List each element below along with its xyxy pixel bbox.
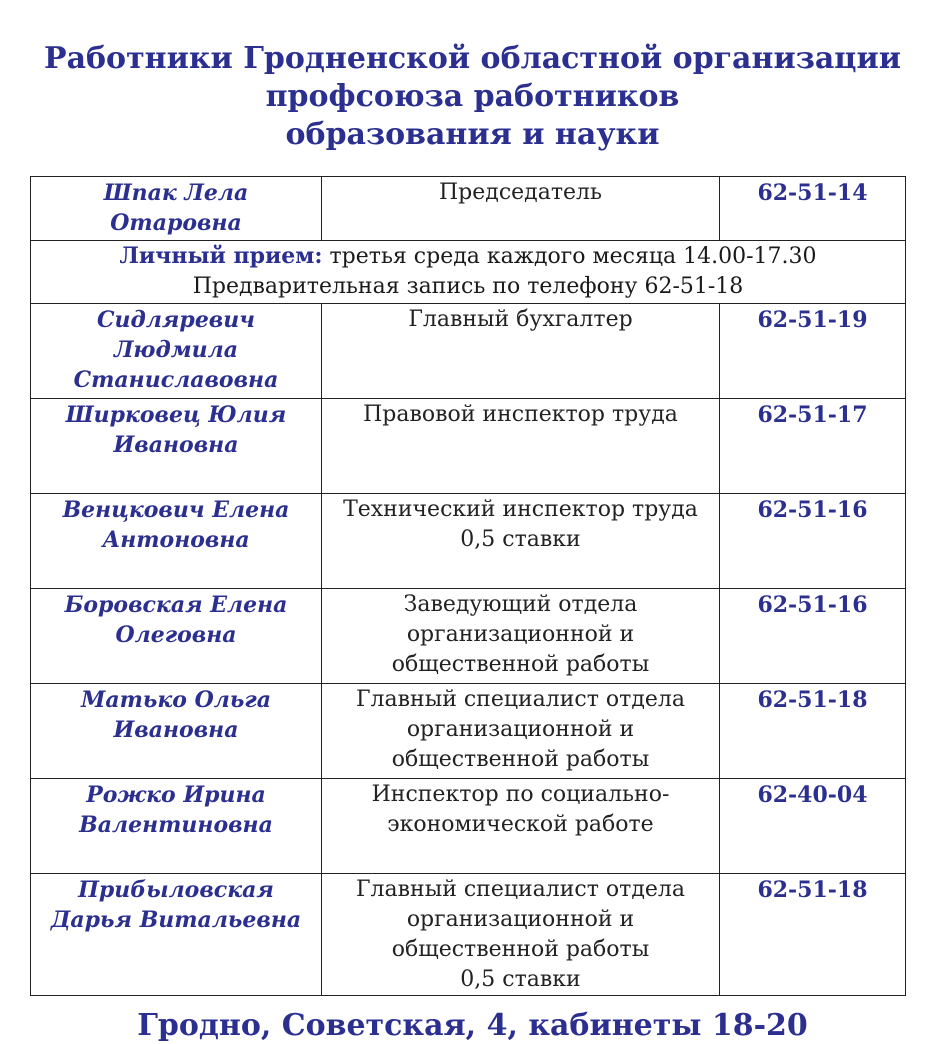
table-row xyxy=(31,177,906,241)
table-row xyxy=(31,399,906,494)
reception-schedule: третья среда каждого месяца 14.00-17.30 xyxy=(322,244,817,269)
head-name: Шпак Лела Отаровна xyxy=(31,177,322,241)
table-row xyxy=(31,304,906,399)
page-title xyxy=(0,40,945,154)
title-line-2: профсоюза работников xyxy=(265,79,680,114)
table-row xyxy=(31,874,906,996)
staff-role: Заведующий отдела организационной и общественной работы xyxy=(322,589,720,684)
staff-name: Сидляревич Людмила Станиславовна xyxy=(31,304,322,399)
table-row xyxy=(31,684,906,779)
staff-name: Ширковец Юлия Ивановна xyxy=(31,399,322,494)
head-phone: 62-51-14 xyxy=(720,177,906,241)
staff-role: Главный бухгалтер xyxy=(322,304,720,399)
staff-role: Инспектор по социально-экономической работе xyxy=(322,779,720,874)
staff-phone: 62-51-17 xyxy=(720,399,906,494)
staff-role-cell xyxy=(322,874,720,996)
staff-name: Рожко Ирина Валентиновна xyxy=(31,779,322,874)
reception-label: Личный прием: xyxy=(119,243,323,269)
staff-name: Прибыловская Дарья Витальевна xyxy=(31,874,322,996)
address-footer: Гродно, Советская, 4, кабинеты 18-20 xyxy=(137,1008,808,1043)
staff-phone: 62-51-16 xyxy=(720,589,906,684)
staff-phone: 62-51-19 xyxy=(720,304,906,399)
staff-name: Венцкович Елена Антоновна xyxy=(31,494,322,589)
staff-role: Технический инспектор труда xyxy=(343,497,698,522)
table-row xyxy=(31,589,906,684)
staff-role: Правовой инспектор труда xyxy=(322,399,720,494)
staff-role-note: 0,5 ставки xyxy=(460,967,581,992)
staff-phone: 62-40-04 xyxy=(720,779,906,874)
staff-phone: 62-51-18 xyxy=(720,684,906,779)
staff-name: Боровская Елена Олеговна xyxy=(31,589,322,684)
title-line-1: Работники Гродненской областной организации xyxy=(44,41,901,76)
reception-cell xyxy=(31,241,906,304)
staff-name: Матько Ольга Ивановна xyxy=(31,684,322,779)
reception-row xyxy=(31,241,906,304)
title-line-3: образования и науки xyxy=(285,117,660,152)
staff-role-cell xyxy=(322,494,720,589)
staff-role-note: 0,5 ставки xyxy=(460,527,581,552)
staff-table xyxy=(30,176,906,996)
reception-appointment: Предварительная запись по телефону 62-51-18 xyxy=(192,274,744,299)
head-role: Председатель xyxy=(322,177,720,241)
staff-phone: 62-51-18 xyxy=(720,874,906,996)
staff-role: Главный специалист отдела организационной и общественной работы xyxy=(322,684,720,779)
table-row xyxy=(31,494,906,589)
table-row xyxy=(31,779,906,874)
staff-role: Главный специалист отдела организационной и общественной работы xyxy=(355,877,685,962)
staff-phone: 62-51-16 xyxy=(720,494,906,589)
